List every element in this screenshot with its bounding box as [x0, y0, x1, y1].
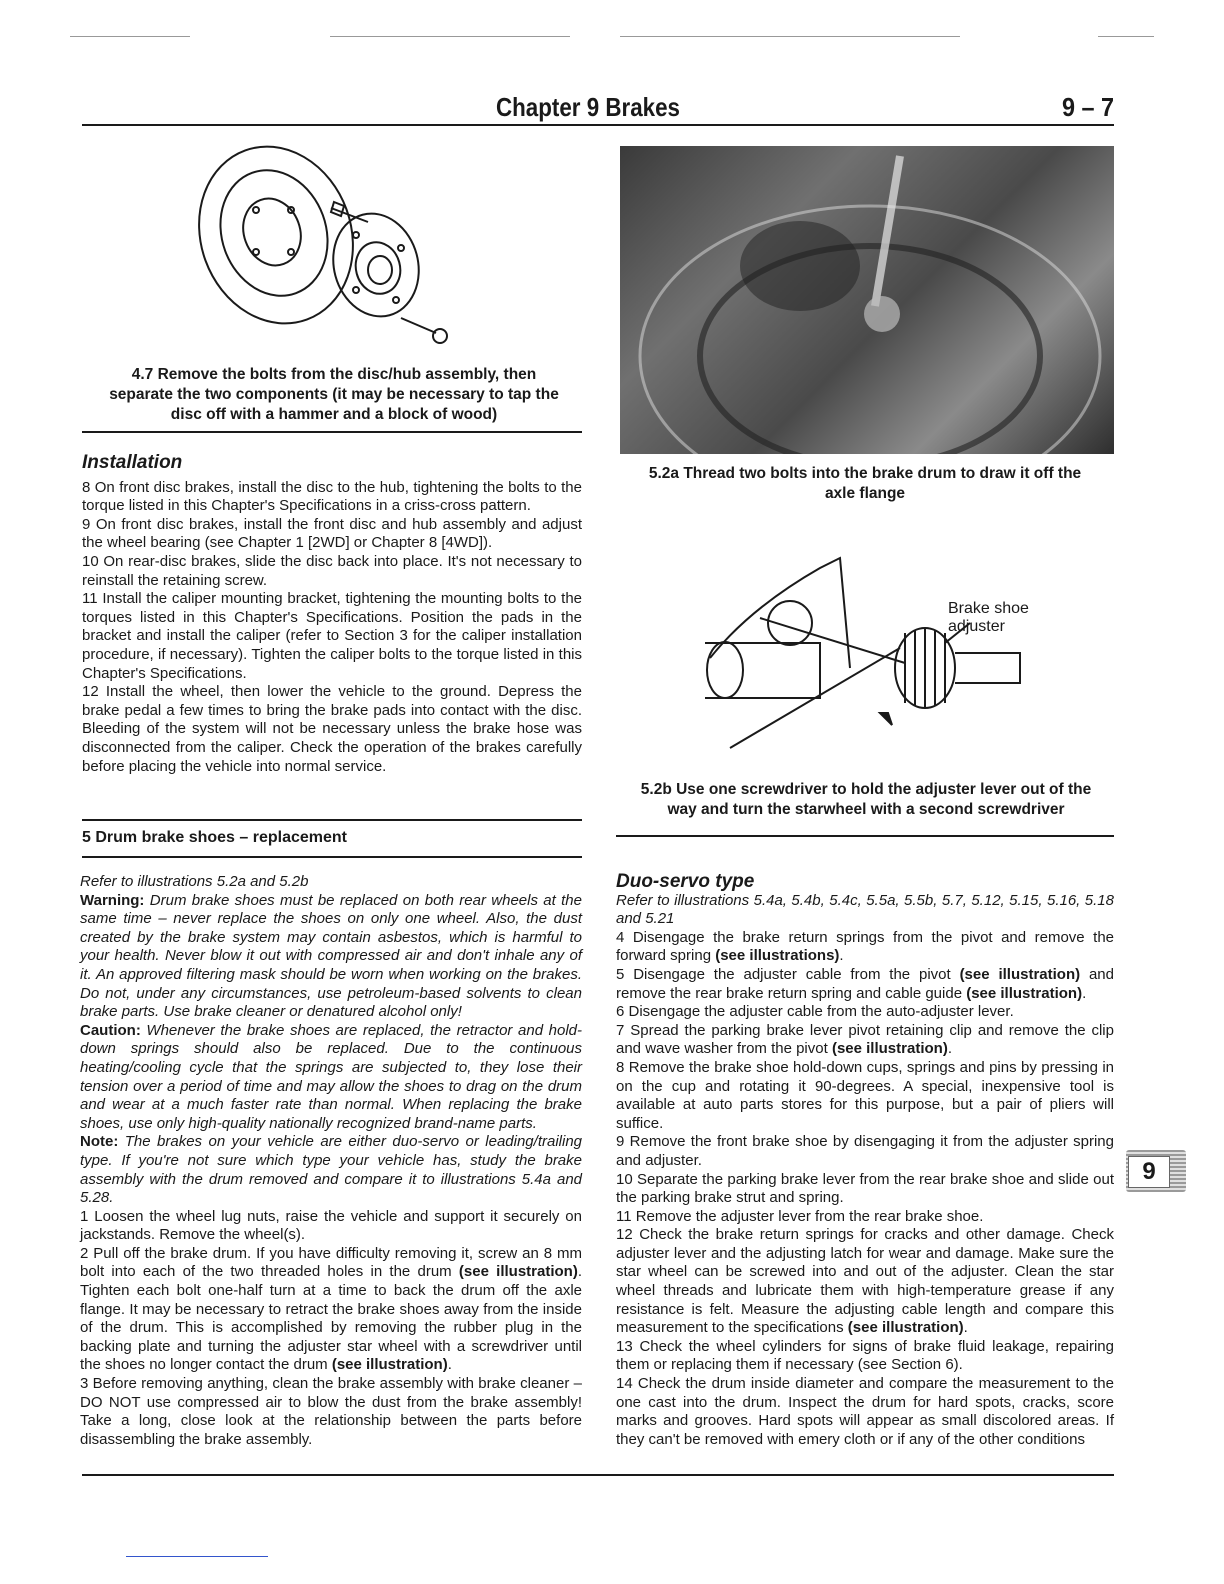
see-illustration-ref: (see illustration) — [331, 1356, 448, 1374]
step-7-text-a: 7 Spread the parking brake lever pivot retaining clip and remove the clip and wave washer from the pivot — [616, 1021, 1114, 1058]
installation-section — [82, 454, 582, 776]
scan-artifact-line — [1098, 36, 1154, 37]
see-illustration-ref: (see illustration) — [847, 1319, 964, 1337]
figure-rule — [82, 431, 582, 433]
section-5-refer: Refer to illustrations 5.2a and 5.2b — [80, 873, 309, 890]
step-12-text-c: . — [963, 1319, 968, 1337]
see-illustrations-ref: (see illustrations) — [715, 947, 840, 965]
step-8: 8 Remove the brake shoe hold-down cups, springs and pins by pressing in on the cup and rotating it 90-degrees. A special, inexpensive tool is available at auto parts stores for this purpose, but a pair of pliers will suffice. — [616, 1058, 1114, 1132]
scan-artifact-line — [70, 36, 190, 37]
caution-paragraph — [80, 1022, 582, 1134]
disc-hub-illustration — [196, 140, 456, 355]
step-13: 13 Check the wheel cylinders for signs of brake fluid leakage, repairing them or replacing them if necessary (see Section 6). — [616, 1337, 1114, 1374]
step-4-text-c: . — [839, 947, 844, 965]
caution-label: Caution: — [80, 1021, 141, 1039]
step-12-text-a: 12 Check the brake return springs for cracks and other damage. Check adjuster lever and the adjusting latch for wear and damage. Make sure the star wheel can be screwed into and out of the adjuster. Clean the star wheel threads and lubricate them with high-temperature grease if any resistance is felt. Measure the adjusting cable length and compare this measurement to the specifications — [616, 1226, 1114, 1337]
note-text: The brakes on your vehicle are either duo-servo or leading/trailing type. If you're not sure which type your vehicle has, study the brake assembly with the drum removed and compare it to illustrations 5.4a and 5.28. — [80, 1133, 583, 1207]
step-11: 11 Remove the adjuster lever from the rear brake shoe. — [616, 1207, 984, 1225]
duo-servo-section — [616, 873, 1114, 1449]
section-5-title: 5 Drum brake shoes – replacement — [82, 829, 348, 846]
section-rule-top — [82, 819, 582, 821]
see-illustration-ref: (see illustration) — [458, 1263, 578, 1281]
header-rule — [82, 124, 1114, 126]
step-5 — [616, 966, 1114, 1003]
section-rule-bottom — [82, 856, 582, 858]
paragraph-10: 10 On rear-disc brakes, slide the disc back into place. It's not necessary to reinstall the retaining screw. — [82, 552, 582, 589]
see-illustration-ref: (see illustration) — [966, 984, 1083, 1002]
paragraph-8: 8 On front disc brakes, install the disc to the hub, tightening the bolts to the torque listed in this Chapter's Specifications in a criss-cross pattern. — [82, 478, 582, 515]
step-2-text-e: . — [447, 1356, 452, 1374]
brake-shoe-adjuster-label — [948, 600, 1029, 636]
paragraph-9: 9 On front disc brakes, install the front disc and hub assembly and adjust the wheel bearing (see Chapter 1 [2WD] or Chapter 8 [4WD]). — [82, 515, 582, 552]
label-line-2: adjuster — [948, 618, 1005, 635]
brake-drum-photo — [620, 146, 1114, 454]
note-label: Note: — [80, 1133, 119, 1151]
chapter-title: Chapter 9 Brakes — [496, 92, 680, 122]
step-14: 14 Check the drum inside diameter and compare the measurement to the one cast into the drum. Inspect the drum for hard spots, cracks, score marks and grooves. Hard spots will appear as small discolored areas. If they can't be removed with emery cloth or if any of the other conditions — [616, 1375, 1114, 1448]
step-3: 3 Before removing anything, clean the brake assembly with brake cleaner – DO NOT use compressed air to blow the dust from the brake assembly! Take a long, close look at the relationship between the parts before disassembling the brake assembly. — [80, 1375, 582, 1448]
chapter-thumb-tab-number: 9 — [1128, 1156, 1170, 1188]
step-5-text-c: and remove the rear brake return spring and cable guide — [616, 965, 1114, 1002]
figure-5-2a-caption: 5.2a Thread two bolts into the brake drum to draw it off the axle flange — [648, 465, 1082, 502]
installation-heading: Installation — [82, 452, 183, 473]
figure-rule — [616, 835, 1114, 837]
step-4 — [616, 929, 1114, 966]
caution-text: Whenever the brake shoes are replaced, the retractor and hold-down springs should also be replaced. Due to the continuous heating/cooling cycle that the springs are subjected to, they lose their tension over a period of time and may allow the shoes to drag on the drum and wear at a much faster rate than normal. When replacing the brake shoes, use only high-quality nationally recognized brand-name parts. — [80, 1021, 582, 1132]
duo-servo-refer: Refer to illustrations 5.4a, 5.4b, 5.4c, 5.5a, 5.5b, 5.7, 5.12, 5.15, 5.16, 5.18 and 5.21 — [616, 891, 1114, 928]
step-9: 9 Remove the front brake shoe by disengaging it from the adjuster spring and adjuster. — [616, 1133, 1114, 1169]
paragraph-12: 12 Install the wheel, then lower the vehicle to the ground. Depress the brake pedal a few times to bring the brake pads into contact with the disc. Bleeding of the system will not be necessary unless the brake hose was disconnected from the caliper. Check the operation of the brakes carefully before placing the vehicle into normal service. — [82, 683, 582, 775]
brake-shoe-adjuster-illustration — [690, 548, 1030, 758]
section-5-body — [80, 873, 582, 1449]
warning-paragraph — [80, 892, 582, 1022]
see-illustration-ref: (see illustration) — [959, 965, 1081, 983]
step-2-text-a: 2 Pull off the brake drum. If you have difficulty removing it, screw an 8 mm bolt into each of the two threaded holes in the drum — [80, 1244, 582, 1281]
step-1: 1 Loosen the wheel lug nuts, raise the vehicle and support it securely on jackstands. Remove the wheel(s). — [80, 1207, 582, 1244]
step-4-text-a: 4 Disengage the brake return springs from the pivot and remove the forward spring — [616, 928, 1114, 965]
figure-4-7-caption: 4.7 Remove the bolts from the disc/hub assembly, then separate the two components (it may be necessary to tap the disc off with a hammer and a block of wood) — [109, 366, 559, 423]
scan-artifact-line — [126, 1556, 268, 1557]
hub-outline — [322, 204, 430, 326]
figure-5-2b-caption: 5.2b Use one screwdriver to hold the adjuster lever out of the way and turn the starwheel with a second screwdriver — [640, 781, 1092, 818]
step-5-text-e: . — [1082, 984, 1087, 1002]
scan-artifact-line — [620, 36, 960, 37]
paragraph-11: 11 Install the caliper mounting bracket, tightening the mounting bolts to the torques listed in this Chapter's Specifications. Position the pads in the bracket and install the caliper (refer to Section 3 for the caliper installation procedure, if necessary). Tighten the caliper bolts to the torque listed in this Chapter's Specifications. — [82, 590, 582, 682]
see-illustration-ref: (see illustration) — [831, 1040, 948, 1058]
step-2 — [80, 1245, 582, 1375]
warning-text: Drum brake shoes must be replaced on both rear wheels at the same time – never replace the shoes on only one wheel. Also, the dust created by the brake system may contain asbestos, which is harmful to your health. Never blow it out with compressed air and don't inhale any of it. An approved filtering mask should be worn when working on the brakes. Do not, under any circumstances, use petroleum-based solvents to clean brake parts. Use brake cleaner or denatured alcohol only! — [80, 891, 582, 1021]
step-6: 6 Disengage the adjuster cable from the auto-adjuster lever. — [616, 1003, 1014, 1021]
note-paragraph — [80, 1133, 582, 1207]
label-line-1: Brake shoe — [948, 600, 1029, 617]
step-12 — [616, 1226, 1114, 1338]
duo-servo-heading: Duo-servo type — [616, 871, 755, 892]
step-2-text-c: . Tighten each bolt one-half turn at a time to back the drum off the axle flange. It may be necessary to retract the brake shoes away from the inside of the drum. This is accomplished by removing the rubber plug in the backing plate and turning the adjuster star wheel with a screwdriver until the shoes no longer contact the drum — [80, 1263, 582, 1374]
step-7-text-c: . — [947, 1040, 952, 1058]
scan-artifact-line — [330, 36, 570, 37]
step-7 — [616, 1022, 1114, 1059]
warning-label: Warning: — [80, 891, 145, 909]
step-5-text-a: 5 Disengage the adjuster cable from the pivot — [616, 965, 960, 983]
footer-rule — [82, 1474, 1114, 1476]
page-number: 9 – 7 — [1062, 92, 1115, 122]
step-10: 10 Separate the parking brake lever from the rear brake shoe and slide out the parking brake strut and spring. — [616, 1170, 1114, 1207]
